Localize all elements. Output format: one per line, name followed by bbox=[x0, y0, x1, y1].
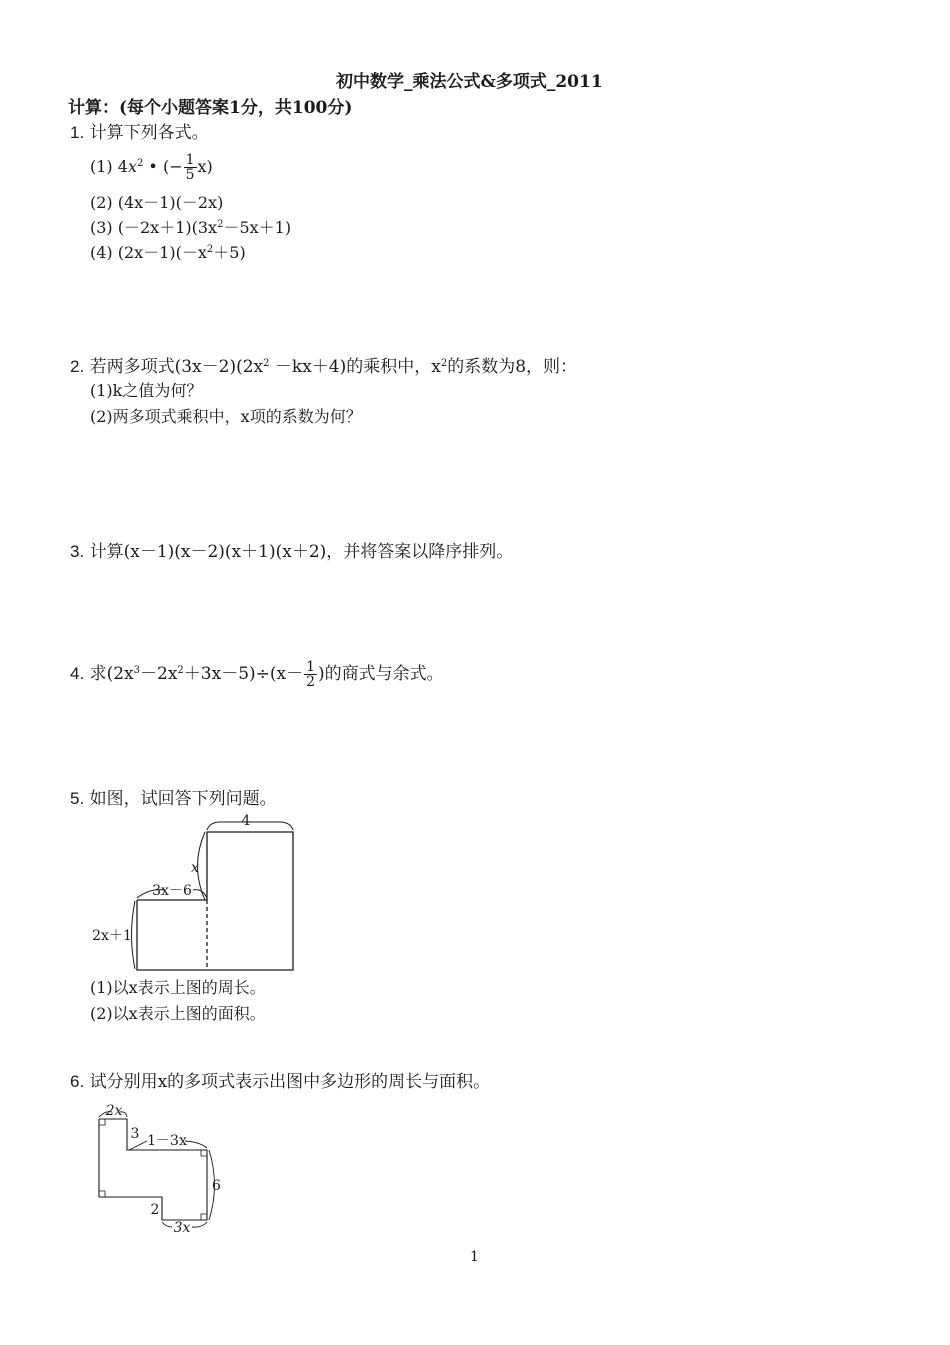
q1-p4-sup: 2 bbox=[206, 244, 214, 255]
question-text: 试分别用x的多项式表示出图中多边形的周长与面积。 bbox=[89, 1072, 491, 1092]
question-number: 6. bbox=[70, 1072, 85, 1091]
q1-part-2: (2) (4x－1)(－2x) bbox=[90, 193, 224, 212]
q2-sup-2: 2 bbox=[440, 358, 448, 369]
figure-5-label-left: 2x＋1 bbox=[92, 928, 132, 944]
right-angle-mark bbox=[201, 1214, 207, 1220]
page-number: 1 bbox=[470, 1249, 479, 1265]
question-number: 2. bbox=[70, 357, 85, 376]
q2-text-b: －kx＋4)的乘积中，x bbox=[269, 357, 441, 377]
q1-p1-tail: x) bbox=[197, 157, 213, 176]
figure-5-label-side: x bbox=[191, 860, 199, 876]
fraction-denominator: 2 bbox=[306, 674, 316, 690]
figure-6-label-bottom: 3x bbox=[173, 1220, 191, 1236]
q2-text-c: 的系数为8，则： bbox=[447, 357, 578, 377]
q1-p1-sup: 2 bbox=[136, 158, 144, 169]
figure-6-label-mid: 1－3x bbox=[147, 1133, 187, 1149]
question-text: 如图，试回答下列问题。 bbox=[89, 789, 277, 809]
figure-6-label-3: 3 bbox=[130, 1126, 140, 1142]
fraction-denominator: 5 bbox=[185, 167, 195, 183]
q1-p4-b: ＋5) bbox=[213, 243, 246, 262]
q2-sup-1: 2 bbox=[263, 358, 270, 369]
q1-p3-sup: 2 bbox=[217, 219, 224, 230]
q1-p1-x: x bbox=[127, 157, 137, 176]
figure-6-label-top: 2x bbox=[105, 1103, 123, 1119]
q2-part-2: (2)两多项式乘积中，x项的系数为何？ bbox=[90, 407, 362, 426]
question-text: 计算(x－1)(x－2)(x＋1)(x＋2)，并将答案以降序排列。 bbox=[89, 542, 514, 562]
question-number: 3. bbox=[70, 542, 85, 561]
q4-text-d: )的商式与余式。 bbox=[318, 664, 444, 684]
q1-p1-a: (1) 4 bbox=[90, 157, 128, 176]
figure-5-label-top: 4 bbox=[241, 813, 251, 829]
q1-p3-b: －5x＋1) bbox=[223, 218, 292, 237]
fraction-numerator: 1 bbox=[185, 152, 195, 168]
question-text: 计算下列各式。 bbox=[89, 123, 209, 143]
q2-part-1: (1)k之值为何？ bbox=[90, 381, 203, 400]
q1-p4-a: (4) (2x－1)(－x bbox=[90, 243, 207, 262]
question-number: 1. bbox=[70, 123, 85, 142]
instruction: 计算：(每个小题答案1分，共100分) bbox=[68, 98, 353, 118]
right-angle-mark bbox=[99, 1191, 105, 1197]
q5-part-2: (2)以x表示上图的面积。 bbox=[90, 1004, 266, 1023]
q4-text-a: 求(2x bbox=[89, 664, 134, 684]
right-angle-mark bbox=[99, 1119, 105, 1125]
q4-text-b: －2x bbox=[140, 664, 178, 684]
figure-6-label-right: 6 bbox=[212, 1178, 221, 1194]
q2-text-a: 若两多项式(3x－2)(2x bbox=[89, 357, 264, 377]
question-number: 5. bbox=[70, 789, 85, 808]
page-title: 初中数学_乘法公式&多项式_2011 bbox=[336, 72, 603, 92]
q1-p1-dot: • (− bbox=[143, 157, 183, 176]
q5-part-1: (1)以x表示上图的周长。 bbox=[90, 978, 266, 997]
figure-6-label-2: 2 bbox=[150, 1202, 160, 1218]
right-angle-mark bbox=[201, 1150, 207, 1156]
question-number: 4. bbox=[70, 664, 85, 683]
q1-p3-a: (3) (－2x＋1)(3x bbox=[90, 218, 218, 237]
figure-5-label-step: 3x－6 bbox=[152, 883, 192, 899]
q4-text-c: ＋3x－5)÷(x－ bbox=[183, 664, 304, 684]
fraction-numerator: 1 bbox=[306, 659, 316, 675]
q4-sup-1: 3 bbox=[133, 665, 141, 676]
q4-sup-2: 2 bbox=[177, 665, 184, 676]
